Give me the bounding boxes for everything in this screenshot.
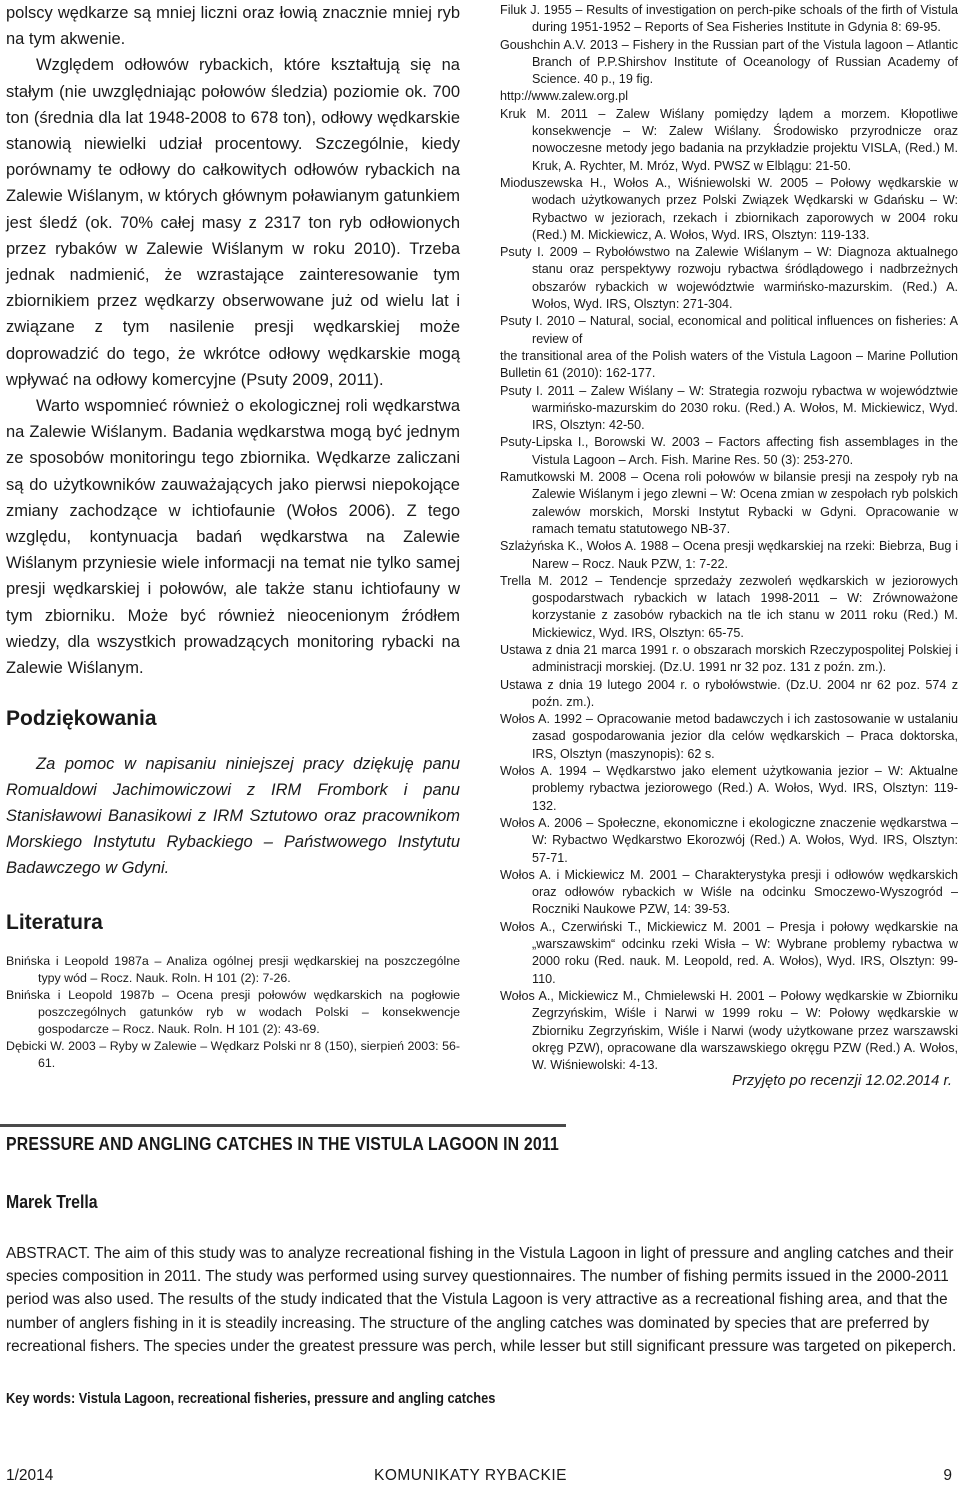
reference-item: Wołos A., Czerwiński T., Mickiewicz M. 2001 – Presja i połowy wędkarskie na „warszawskim“ odcinku rzeki Wisła – W: Wybrane problemy rybactwa w 2000 roku (Red. nauk. M. Leopold, red. A. Wołos), Wyd. IRS, Olsztyn: 99-110. — [500, 919, 958, 986]
reference-item: Goushchin A.V. 2013 – Fishery in the Russian part of the Vistula lagoon – Atlantic Branch of P.P.Shirshov Institute of Oceanology of Russian Academy of Science. 40 p., 19 fig. — [500, 37, 958, 87]
left-column — [6, 0, 460, 1072]
reference-item: Wołos A., Mickiewicz M., Chmielewski H. 2001 – Połowy wędkarskie w Zbiorniku Zegrzyńskim, Wiśle i Narwi w 1999 roku – W: Połowy wędkarskie w Zbiorniku Zegrzyńskim, Wiśle i Narwi (wody użytkowane przez warszawski okręg PZW), opracowane dla warszawskiego okręgu PZW (Red.) A. Wołos, W. Wiśniewolski: 4-13. — [500, 988, 958, 1073]
reference-item: Bnińska i Leopold 1987b – Ocena presji połowów wędkarskich na pogłowie poszczególnych gatunków ryb w wodach Polski – konsekwencje gospodarcze – Rocz. Nauk. Roln. H 101 (2): 43-69. — [6, 988, 460, 1037]
reference-item: Wołos A. 2006 – Społeczne, ekonomiczne i ekologiczne znaczenie wędkarstwa – W: Rybactwo Wędkarstwo Ekorozwój (Red.) A. Wołos, Wyd. IRS, Olsztyn: 57-71. — [500, 815, 958, 865]
reference-item: Wołos A. 1994 – Wędkarstwo jako element użytkowania jezior – W: Aktualne problemy rybactwa jeziorowego (Red.) A. Wołos, Wyd. IRS, Olsztyn: 119-132. — [500, 764, 958, 813]
reference-item: Wołos A. i Mickiewicz M. 2001 – Charakterystyka presji i odłowów wędkarskich oraz odłowów rybackich w Wiśle na odcinku Smoczewo-Wyszogród – Roczniki Naukowe PZW, 14: 39-53. — [500, 867, 958, 917]
reference-item: Dębicki W. 2003 – Ryby w Zalewie – Wędkarz Polski nr 8 (150), sierpień 2003: 56-61. — [6, 1039, 460, 1071]
english-author: Marek Trella — [6, 1192, 98, 1212]
literature-heading: Literatura — [6, 911, 103, 935]
english-abstract: ABSTRACT. The aim of this study was to analyze recreational fishing in the Vistula Lagoon in light of pressure and angling catches and their species composition in 2011. The study was performed using survey questionnaires. The number of fishing permits issued in the 2000-2011 period was also used. The results of the study indicated that the Vistula Lagoon is very attractive as a recreational fishing area, and that the number of anglers fishing in it is steadily increasing. The structure of the angling catches was dominated by species that are preferred by recreational fishers. The species under the greatest pressure was perch, while lesser but still significant pressure was targeted on pikeperch. — [6, 1245, 957, 1355]
section-divider — [0, 1124, 566, 1127]
acknowledgements-heading: Podziękowania — [6, 707, 157, 731]
body-paragraph-1: polscy wędkarze są mniej liczni oraz łowią znacznie mniej ryb na tym akwenie. — [6, 4, 460, 49]
reference-item: Ustawa z dnia 19 lutego 2004 r. o rybołówstwie. (Dz.U. 2004 nr 62 poz. 574 z poźn. zm.). — [500, 677, 958, 709]
reference-item: Psuty I. 2010 – Natural, social, economical and political influences on fisheries: A review of — [500, 314, 958, 346]
reference-url: http://www.zalew.org.pl — [500, 89, 629, 104]
reference-item: Filuk J. 1955 – Results of investigation on perch-pike schoals of the firth of Vistula during 1951-1952 – Reports of Sea Fisheries Institute in Gdynia 8: 69-95. — [500, 3, 958, 35]
reference-item: Ustawa z dnia 21 marca 1991 r. o obszarach morskich Rzeczypospolitej Polskiej i administracji morskiej. (Dz.U. 1991 nr 32 poz. 131 z poźn. zm.). — [500, 642, 958, 675]
footer-journal-name: KOMUNIKATY RYBACKIE — [374, 1467, 567, 1484]
right-column — [500, 2, 958, 1074]
body-paragraph-2: Względem odłowów rybackich, które kształtują się na stałym (nie uwzględniając połowów śledzia) poziomie ok. 700 ton (średnia dla lat 1948-2008 to 678 ton), odłowy wędkarskie stanowią niewielki udział procentowy. Szczególnie, kiedy porównamy te odłowy do całkowitych odłowów rybackich na Zalewie Wiślanym, w których głównym poławianym gatunkiem jest śledź (ok. 70% całej masy z 2317 ton ryb odłowionych przez rybaków w Zalewie Wiślanym w roku 2010). Trzeba jednak nadmienić, że wzrastające zainteresowanie tym zbiornikiem przez wędkarzy obserwowane już od wielu lat i związane z tym nasilenie presji wędkarskiej może doprowadzić do tego, że wkrótce odłowy wędkarskie mogą wpływać na odłowy komercyjne (Psuty 2009, 2011). — [6, 56, 460, 389]
acknowledgements-text: Za pomoc w napisaniu niniejszej pracy dziękuję panu Romualdowi Jachimowiczowi z IRM Frombork i panu Stanisławowi Banasikowi z IRM Sztutowo oraz pracownikom Morskiego Instytutu Rybackiego – Państwowego Instytutu Badawczego w Gdyni. — [6, 755, 460, 878]
reference-item: Wołos A. 1992 – Opracowanie metod badawczych i ich zastosowanie w ustalaniu zasad gospodarowania jezior dla celów wędkarskich – Praca doktorska, IRS, Olsztyn (maszynopis): 62 s. — [500, 712, 958, 761]
reference-item: Trella M. 2012 – Tendencje sprzedaży zezwoleń wędkarskich w jeziorowych gospodarstwach rybackich w latach 1998-2011 – W: Zrównoważone korzystanie z zasobów rybackich na tle ich stanu w 2011 roku (Red.) M. Mickiewicz, Wyd. IRS, Olsztyn: 65-75. — [500, 573, 958, 640]
reference-item: Psuty I. 2011 – Zalew Wiślany – W: Strategia rozwoju rybactwa w województwie warmińsko-mazurskim do 2030 roku. (Red.) A. Wołos, M. Mickiewicz, Wyd. IRS, Olsztyn: 42-50. — [500, 383, 958, 433]
body-paragraph-3: Warto wspomnieć również o ekologicznej roli wędkarstwa na Zalewie Wiślanym. Badania wędkarstwa mogą być jednym ze sposobów monitoringu tego zbiornika. Wędkarze zaliczani są do użytkowników zauważających jako pierwsi niepokojące zmiany zachodzące w ichtiofaunie (Wołos 2006). Z tego względu, kontynuacja badań wędkarstwa na Zalewie Wiślanym przyniesie wiele informacji na temat nie tylko samej presji wędkarskiej i połowów, ale także stanu ichtiofauny w tym zbiorniku. Może być również nieocenionym źródłem wiedzy, dla wszystkich prowadzących monitoring rybacki na Zalewie Wiślanym. — [6, 397, 460, 678]
reference-item: Mioduszewska H., Wołos A., Wiśniewolski W. 2005 – Połowy wędkarskie w wodach użytkowanych przez Polski Związek Wędkarski w Gdańsku – W: Rybactwo w jeziorach, rzekach i zbiornikach zaporowych w 2004 roku (Red.) M. Mickiewicz, A. Wołos, Wyd. IRS, Olsztyn: 119-133. — [500, 175, 958, 242]
accepted-after-review-note: Przyjęto po recenzji 12.02.2014 r. — [732, 1073, 952, 1089]
reference-item: Kruk M. 2011 – Zalew Wiślany pomiędzy lądem a morzem. Kłopotliwe konsekwencje – W: Zalew Wiślany. Środowisko przyrodnicze oraz nowoczesne metody jego badania na przykładzie projektu VISLA, (Red.) M. Kruk, A. Rychter, M. Mróz, Wyd. PWSZ w Elblągu: 21-50. — [500, 106, 958, 173]
reference-item: Szlażyńska K., Wołos A. 1988 – Ocena presji wędkarskiej na rzeki: Biebrza, Bug i Narew – Rocz. Nauk PZW, 1: 7-22. — [500, 539, 958, 571]
reference-item: Psuty I. 2009 – Rybołówstwo na Zalewie Wiślanym – W: Diagnoza aktualnego stanu oraz perspektywy rozwoju rybactwa śródlądowego i nadbrzeżnych obszarów rybackich w województwie warmińsko-mazurskim. (Red.) A. Wołos, Wyd. IRS, Olsztyn: 271-304. — [500, 245, 958, 312]
reference-item: the transitional area of the Polish waters of the Vistula Lagoon – Marine Pollution Bulletin 61 (2010): 162-177. — [500, 348, 958, 381]
reference-item: Bnińska i Leopold 1987a – Analiza ogólnej presji wędkarskiej na poszczególne typy wód – Rocz. Nauk. Roln. H 101 (2): 7-26. — [6, 954, 460, 986]
footer-issue: 1/2014 — [6, 1467, 54, 1484]
reference-item: Psuty-Lipska I., Borowski W. 2003 – Factors affecting fish assemblages in the Vistula Lagoon – Arch. Fish. Marine Res. 50 (3): 253-270. — [500, 435, 958, 467]
reference-item: Ramutkowski M. 2008 – Ocena roli połowów w bilansie presji na zespoły ryb na Zalewie Wiślanym i jego zlewni – W: Ocena zmian w zespołach ryb polskich zalewów morskich, Morski Instytut Rybacki w Gdyni. Opracowanie w ramach tematu statutowego NB-37. — [500, 470, 958, 536]
english-keywords: Key words: Vistula Lagoon, recreational fisheries, pressure and angling catches — [6, 1391, 496, 1407]
english-title: PRESSURE AND ANGLING CATCHES IN THE VISTULA LAGOON IN 2011 — [6, 1134, 559, 1154]
references-left — [6, 953, 460, 1072]
footer-page-number: 9 — [943, 1467, 952, 1484]
references-right — [500, 2, 958, 1074]
